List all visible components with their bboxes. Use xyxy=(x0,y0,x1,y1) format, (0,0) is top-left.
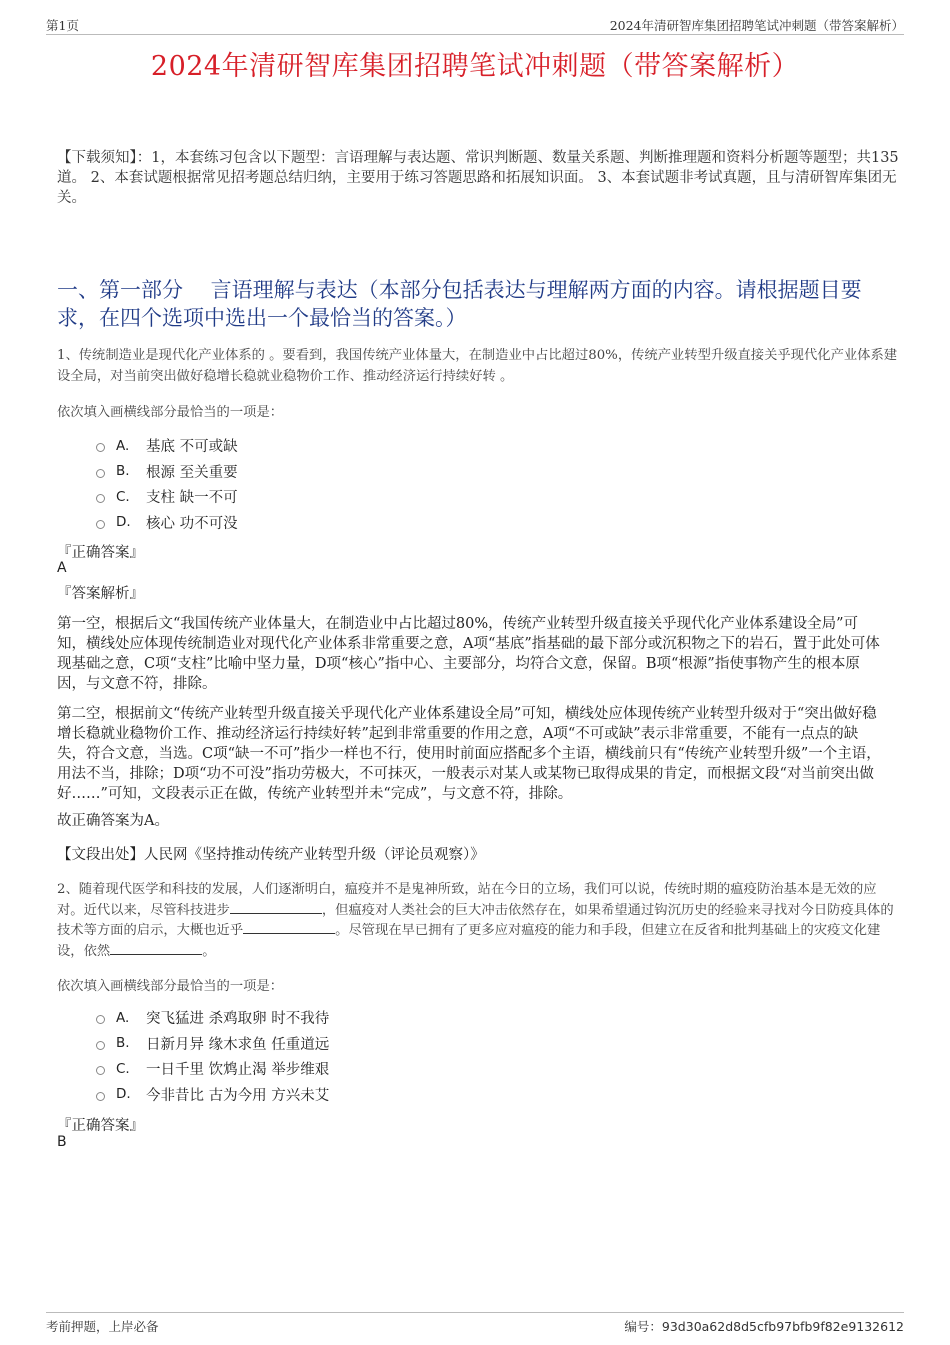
radio-icon[interactable] xyxy=(96,469,105,478)
section-title: 一、第一部分 言语理解与表达（本部分包括表达与理解两方面的内容。请根据题目要求，在四个选项中选出一个最恰当的答案。） xyxy=(57,278,862,330)
radio-icon[interactable] xyxy=(96,494,105,503)
fill-blank xyxy=(230,901,322,914)
option-a[interactable]: A. 基底 不可或缺 xyxy=(96,433,596,459)
header-doc-title: 2024年清研智库集团招聘笔试冲刺题（带答案解析） xyxy=(609,18,904,33)
answer-label: 『正确答案』 xyxy=(57,1118,144,1134)
question-2-options xyxy=(96,1005,596,1107)
option-text: 支柱 缺一不可 xyxy=(146,490,238,507)
download-notice: 【下载须知】：1，本套练习包含以下题型：言语理解与表达题、常识判断题、数量关系题、判断推理题和资料分析题等题型；共135道。 2、本套试题根据常见招考题总结归纳，主要用于练习答题思路和拓展知识面。 3、本套试题非考试真题，且与清研智库集团无关。 xyxy=(57,150,899,206)
source-citation: 【文段出处】人民网《坚持推动传统产业转型升级（评论员观察）》 xyxy=(57,847,485,863)
question-1-prompt: 依次填入画横线部分最恰当的一项是： xyxy=(57,405,284,420)
option-text: 突飞猛进 杀鸡取卵 时不我待 xyxy=(146,1011,330,1028)
option-text: 核心 功不可没 xyxy=(146,515,238,532)
option-text: 日新月异 缘木求鱼 任重道远 xyxy=(146,1036,330,1053)
radio-icon[interactable] xyxy=(96,1015,105,1024)
option-b[interactable]: B. 日新月异 缘木求鱼 任重道远 xyxy=(96,1031,596,1057)
option-c[interactable]: C. 一日千里 饮鸩止渴 举步维艰 xyxy=(96,1056,596,1082)
question-1-options xyxy=(96,433,596,535)
option-text: 一日千里 饮鸩止渴 举步维艰 xyxy=(146,1062,330,1079)
radio-icon[interactable] xyxy=(96,1041,105,1050)
answer-value: A xyxy=(57,560,67,576)
option-text: 基底 不可或缺 xyxy=(146,439,238,456)
radio-icon[interactable] xyxy=(96,520,105,529)
option-a[interactable]: A. 突飞猛进 杀鸡取卵 时不我待 xyxy=(96,1005,596,1031)
answer-label: 『正确答案』 xyxy=(57,545,144,561)
page-footer xyxy=(46,1312,904,1335)
option-d[interactable]: D. 今非昔比 古为今用 方兴未艾 xyxy=(96,1082,596,1108)
analysis-label: 『答案解析』 xyxy=(57,586,144,602)
analysis-conclusion: 故正确答案为A。 xyxy=(57,813,169,829)
radio-icon[interactable] xyxy=(96,1092,105,1101)
option-b[interactable]: B. 根源 至关重要 xyxy=(96,459,596,485)
radio-icon[interactable] xyxy=(96,443,105,452)
document-title: 2024年清研智库集团招聘笔试冲刺题（带答案解析） xyxy=(150,51,800,82)
radio-icon[interactable] xyxy=(96,1066,105,1075)
answer-value: B xyxy=(57,1134,67,1150)
question-1-text: 1、传统制造业是现代化产业体系的 。要看到，我国传统产业体量大，在制造业中占比超过80%，传统产业转型升级直接关乎现代化产业体系建设全局，对当前突出做好稳增长稳就业稳物价工作、推动经济运行持续好转 。 xyxy=(57,348,898,384)
option-text: 根源 至关重要 xyxy=(146,464,238,481)
fill-blank xyxy=(110,942,202,955)
analysis-paragraph-1: 第一空，根据后文“我国传统产业体量大，在制造业中占比超过80%，传统产业转型升级直接关乎现代化产业体系建设全局”可知，横线处应体现传统制造业对现代化产业体系非常重要之意，A项“基底”指基础的最下部分或沉积物之下的岩石，置于此处可体现基础之意，C项“支柱”比喻中坚力量，D项“核心”指中心、主要部分，均符合文意，保留。B项“根源”指使事物产生的根本原因，与文意不符，排除。 xyxy=(57,616,880,692)
analysis-paragraph-2: 第二空，根据前文“传统产业转型升级直接关乎现代化产业体系建设全局”可知，横线处应体现传统产业转型升级对于“突出做好稳增长稳就业稳物价工作、推动经济运行持续好转”起到非常重要的作用之意，A项“不可或缺”表示非常重要，不能有一点点的缺失，符合文意，当选。C项“缺一不可”指少一样也不行，使用时前面应搭配多个主语，横线前只有“传统产业转型升级”一个主语，用法不当，排除；D项“功不可没”指功劳极大，不可抹灭，一般表示对某人或某物已取得成果的肯定，而根据文段“对当前突出做好……”可知，文段表示正在做，传统产业转型并未“完成”，与文意不符，排除。 xyxy=(57,706,881,802)
footer-slogan: 考前押题，上岸必备 xyxy=(46,1319,159,1334)
option-text: 今非昔比 古为今用 方兴未艾 xyxy=(146,1087,330,1104)
page-number: 第1页 xyxy=(46,18,79,33)
question-2-prompt: 依次填入画横线部分最恰当的一项是： xyxy=(57,979,284,994)
option-d[interactable]: D. 核心 功不可没 xyxy=(96,510,596,536)
document-code: 编号：93d30a62d8d5cfb97bfb9f82e9132612 xyxy=(624,1319,904,1334)
question-2-text: 2、随着现代医学和科技的发展，人们逐渐明白，瘟疫并不是鬼神所致，站在今日的立场，我们可以说，传统时期的瘟疫防治基本是无效的应对。近代以来，尽管科技进步 ，但瘟疫对人类社会的巨大冲击依然存在，如果希望通过钩沉历史的经验来寻找对今日防疫具体的技术等方面的启示，大概也近乎 。尽管现在早已拥有了更多应对瘟疫的能力和手段，但建立在反省和批判基础上的灾疫文化建设，依然 。 xyxy=(57,882,894,959)
option-c[interactable]: C. 支柱 缺一不可 xyxy=(96,484,596,510)
page-header xyxy=(46,14,904,35)
fill-blank xyxy=(243,921,335,934)
